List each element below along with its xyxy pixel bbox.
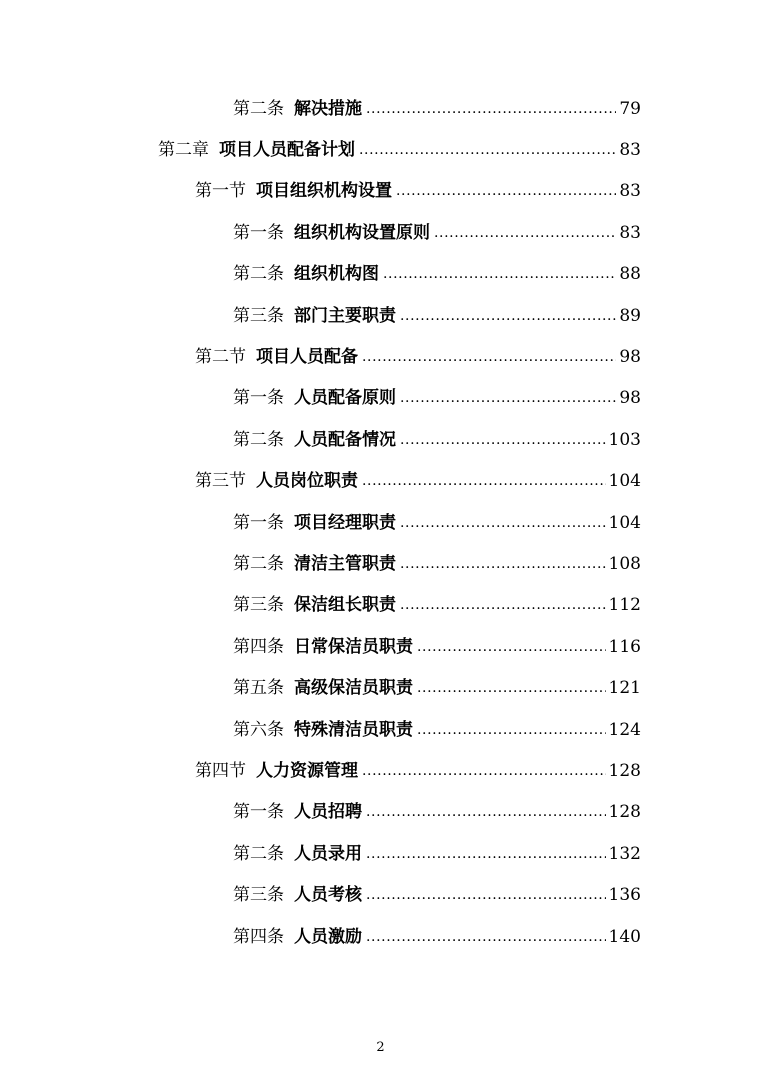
- toc-entry-title: 人员岗位职责: [256, 471, 358, 492]
- dot-leader: [400, 513, 606, 533]
- toc-entry-number: 第三条: [233, 595, 284, 616]
- toc-entry-number: 第二节: [195, 347, 246, 368]
- toc-entry[interactable]: [0, 543, 761, 584]
- dot-leader: [417, 678, 606, 698]
- toc-entry-page: 83: [619, 222, 641, 243]
- toc-entry-title: 解决措施: [294, 98, 362, 119]
- dot-leader: [417, 720, 606, 740]
- toc-entry-page: 88: [619, 264, 641, 285]
- toc-entry-number: 第三节: [195, 471, 246, 492]
- toc-entry[interactable]: [0, 585, 761, 626]
- toc-entry-title: 部门主要职责: [294, 305, 396, 326]
- dot-leader: [362, 761, 606, 781]
- toc-entry-number: 第六条: [233, 719, 284, 740]
- toc-entry-number: 第四条: [233, 636, 284, 657]
- toc-entry-title: 人员配备情况: [294, 429, 396, 450]
- toc-entry-page: 108: [608, 553, 641, 574]
- table-of-contents: [0, 88, 761, 957]
- toc-entry[interactable]: [0, 336, 761, 377]
- toc-entry-page: 98: [619, 388, 641, 409]
- toc-entry-page: 124: [608, 719, 641, 740]
- dot-leader: [400, 554, 606, 574]
- toc-entry[interactable]: [0, 874, 761, 915]
- toc-entry[interactable]: [0, 129, 761, 170]
- toc-entry-page: 83: [619, 140, 641, 161]
- toc-entry-number: 第二条: [233, 553, 284, 574]
- toc-entry-page: 103: [608, 429, 641, 450]
- dot-leader: [366, 927, 606, 947]
- toc-entry-page: 121: [608, 678, 641, 699]
- toc-entry-number: 第二章: [158, 140, 209, 161]
- toc-entry-page: 132: [608, 843, 641, 864]
- toc-entry-title: 人员配备原则: [294, 388, 396, 409]
- dot-leader: [383, 264, 616, 284]
- dot-leader: [417, 637, 606, 657]
- toc-entry-page: 140: [608, 926, 641, 947]
- toc-entry-number: 第二条: [233, 843, 284, 864]
- toc-entry-title: 高级保洁员职责: [294, 678, 413, 699]
- toc-entry-page: 128: [608, 802, 641, 823]
- toc-entry-number: 第三条: [233, 885, 284, 906]
- toc-entry-title: 项目人员配备计划: [219, 140, 355, 161]
- toc-entry-number: 第四节: [195, 760, 246, 781]
- dot-leader: [400, 306, 616, 326]
- toc-entry[interactable]: [0, 254, 761, 295]
- dot-leader: [362, 347, 616, 367]
- toc-entry[interactable]: [0, 792, 761, 833]
- toc-entry-title: 人员激励: [294, 926, 362, 947]
- toc-entry[interactable]: [0, 626, 761, 667]
- toc-entry-page: 89: [619, 305, 641, 326]
- dot-leader: [396, 181, 616, 201]
- toc-entry-number: 第二条: [233, 98, 284, 119]
- toc-entry-title: 项目组织机构设置: [256, 181, 392, 202]
- toc-entry-number: 第五条: [233, 678, 284, 699]
- dot-leader: [366, 802, 606, 822]
- toc-entry-page: 98: [619, 347, 641, 368]
- toc-entry-title: 项目人员配备: [256, 347, 358, 368]
- toc-entry-number: 第一条: [233, 222, 284, 243]
- toc-entry-number: 第二条: [233, 429, 284, 450]
- dot-leader: [366, 844, 606, 864]
- toc-entry-title: 人员录用: [294, 843, 362, 864]
- toc-entry-number: 第一节: [195, 181, 246, 202]
- dot-leader: [359, 140, 616, 160]
- toc-entry-page: 104: [608, 512, 641, 533]
- toc-entry-page: 128: [608, 760, 641, 781]
- toc-entry-title: 组织机构图: [294, 264, 379, 285]
- toc-entry[interactable]: [0, 419, 761, 460]
- toc-entry[interactable]: [0, 212, 761, 253]
- toc-entry-title: 日常保洁员职责: [294, 636, 413, 657]
- toc-entry[interactable]: [0, 502, 761, 543]
- toc-entry-number: 第三条: [233, 305, 284, 326]
- toc-entry-title: 人员考核: [294, 885, 362, 906]
- toc-entry-page: 79: [619, 98, 641, 119]
- toc-entry-number: 第一条: [233, 512, 284, 533]
- toc-entry-title: 项目经理职责: [294, 512, 396, 533]
- dot-leader: [366, 885, 606, 905]
- toc-entry-title: 人员招聘: [294, 802, 362, 823]
- dot-leader: [400, 388, 616, 408]
- toc-entry[interactable]: [0, 171, 761, 212]
- toc-entry[interactable]: [0, 833, 761, 874]
- toc-entry-number: 第二条: [233, 264, 284, 285]
- dot-leader: [434, 223, 616, 243]
- page-number: 2: [376, 1040, 385, 1055]
- toc-entry[interactable]: [0, 750, 761, 791]
- toc-entry[interactable]: [0, 88, 761, 129]
- toc-entry-number: 第一条: [233, 388, 284, 409]
- toc-entry[interactable]: [0, 916, 761, 957]
- dot-leader: [362, 471, 606, 491]
- toc-entry[interactable]: [0, 461, 761, 502]
- toc-entry-page: 112: [608, 595, 641, 616]
- dot-leader: [400, 430, 606, 450]
- toc-entry[interactable]: [0, 295, 761, 336]
- toc-entry-page: 104: [608, 471, 641, 492]
- toc-entry[interactable]: [0, 709, 761, 750]
- toc-entry-page: 136: [608, 885, 641, 906]
- toc-entry-title: 人力资源管理: [256, 760, 358, 781]
- toc-entry-title: 清洁主管职责: [294, 553, 396, 574]
- toc-entry-page: 116: [608, 636, 641, 657]
- toc-entry[interactable]: [0, 667, 761, 708]
- toc-entry-title: 特殊清洁员职责: [294, 719, 413, 740]
- dot-leader: [366, 99, 616, 119]
- toc-entry-title: 保洁组长职责: [294, 595, 396, 616]
- toc-entry-number: 第一条: [233, 802, 284, 823]
- toc-entry-page: 83: [619, 181, 641, 202]
- toc-entry-number: 第四条: [233, 926, 284, 947]
- toc-entry-title: 组织机构设置原则: [294, 222, 430, 243]
- toc-entry[interactable]: [0, 378, 761, 419]
- dot-leader: [400, 595, 606, 615]
